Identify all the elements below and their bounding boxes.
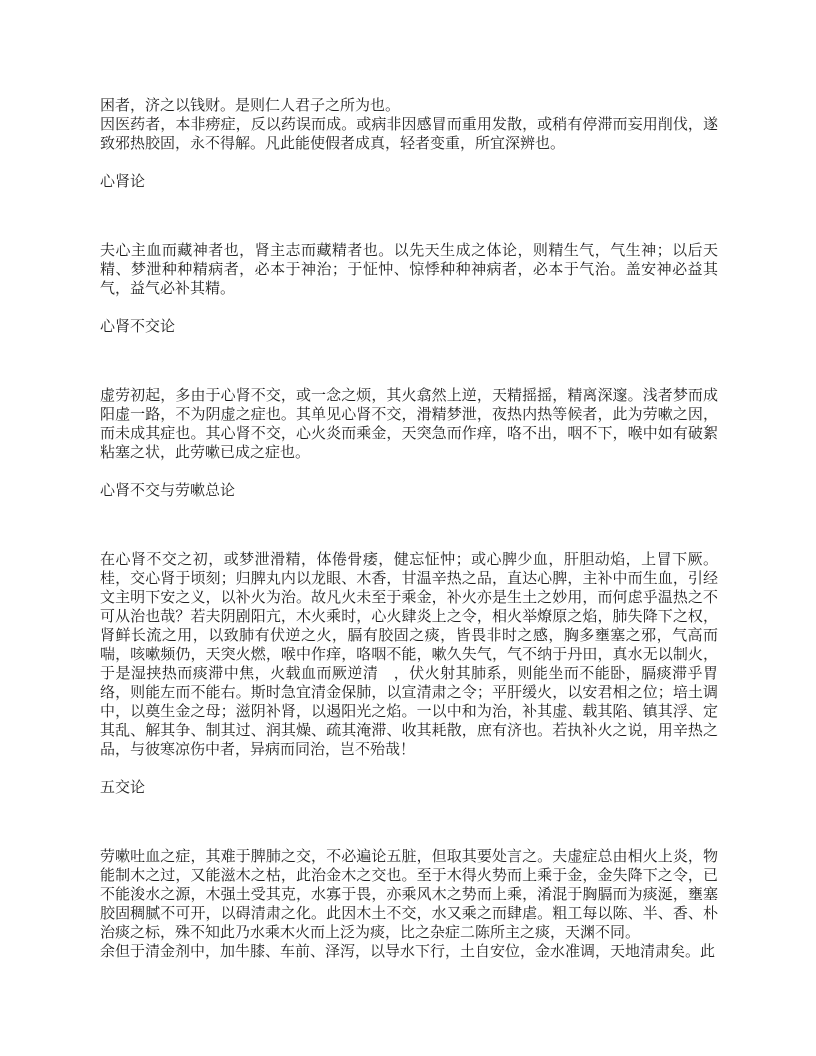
section-heading-xinshen-lun: 心肾论 [100,174,146,190]
body-paragraph: 夫心主血而藏神者也，肾主志而藏精者也。以先天生成之体论，则精生气，气生神；以后天精、梦泄种种精病者，必本于神治；于怔忡、惊悸种种神病者，必本于气治。盖安神必益其气，益气必补其精。 [100,243,718,297]
section-heading-wujiao-lun: 五交论 [100,780,146,796]
section-heading-xinshen-bujiao-lun: 心肾不交论 [100,319,176,335]
body-paragraph: 因医药者，本非痨症，反以药误而成。或病非因感冒而重用发散，或稍有停滞而妄用削伐，遂致邪热胶固，永不得解。凡此能使假者成真，轻者变重，所宜深辨也。 [100,117,718,152]
body-paragraph: 劳嗽吐血之症，其难于脾肺之交，不必遍论五脏，但取其要处言之。夫虚症总由相火上炎，物能制木之过，又能滋木之枯，此治金木之交也。至于木得火势而上乘于金，金失降下之令，已不能浚水之源，木强土受其克，水寡于畏，亦乘风木之势而上乘，淆混于胸膈而为痰涎，壅塞胶固稠腻不可开，以碍清肃之化。此因木土不交，水又乘之而肆虐。粗工每以陈、半、香、朴治痰之标，殊不知此乃水乘木火而上泛为痰，比之杂症二陈所主之痰，天渊不同。 [100,849,718,941]
body-paragraph: 余但于清金剂中，加牛膝、车前、泽泻，以导水下行，土自安位，金水准调，天地清肃矣。此 [100,944,716,960]
body-paragraph: 在心肾不交之初，或梦泄滑精，体倦骨痿，健忘怔忡；或心脾少血，肝胆动焰，上冒下厥。桂，交心肾于顷刻；归脾丸内以龙眼、木香，甘温辛热之品，直达心脾，主补中而生血，引经文主明下安之义，以补火为治。故凡火未至于乘金，补火亦是生土之妙用，而何虑乎温热之不可从治也哉？若夫阴剧阳亢，木火乘时，心火肆炎上之令，相火举燎原之焰，肺失降下之权，肾鲜长流之用，以致肺有伏逆之火，膈有胶固之痰，皆畏非时之感，胸多壅塞之邪，气高而喘，咳嗽频仍，天突火燃，喉中作痒，咯咽不能，嗽久失气，气不纳于丹田，真水无以制火，于是湿挟热而痰滞中焦，火载血而厥逆清 ，伏火射其肺系，则能坐而不能卧，膈痰滞乎胃络，则能左而不能右。斯时急宜清金保肺，以宣清肃之令；平肝缓火，以安君相之位；培土调中，以奠生金之母；滋阴补肾，以遏阳光之焰。一以中和为治，补其虚、载其陷、镇其浮、定其乱、解其争、制其过、润其燥、疏其淹滞、收其耗散，庶有济也。若执补火之说，用辛热之品，与彼寒凉伤中者，异病而同治，岂不殆哉！ [100,552,718,758]
section-heading-xinshen-bujiao-yu-laosou-zonglun: 心肾不交与劳嗽总论 [100,483,236,499]
body-paragraph: 困者，济之以钱财。是则仁人君子之所为也。 [100,98,401,114]
body-paragraph: 虚劳初起，多由于心肾不交，或一念之烦，其火翕然上逆，天精摇摇，精离深邃。浅者梦而成阳虚一路，不为阴虚之症也。其单见心肾不交，滑精梦泄，夜热内热等候者，此为劳嗽之因，而未成其症也。其心肾不交，心火炎而乘金，天突急而作痒，咯不出，咽不下，喉中如有破絮粘塞之状，此劳嗽已成之症也。 [100,388,718,461]
